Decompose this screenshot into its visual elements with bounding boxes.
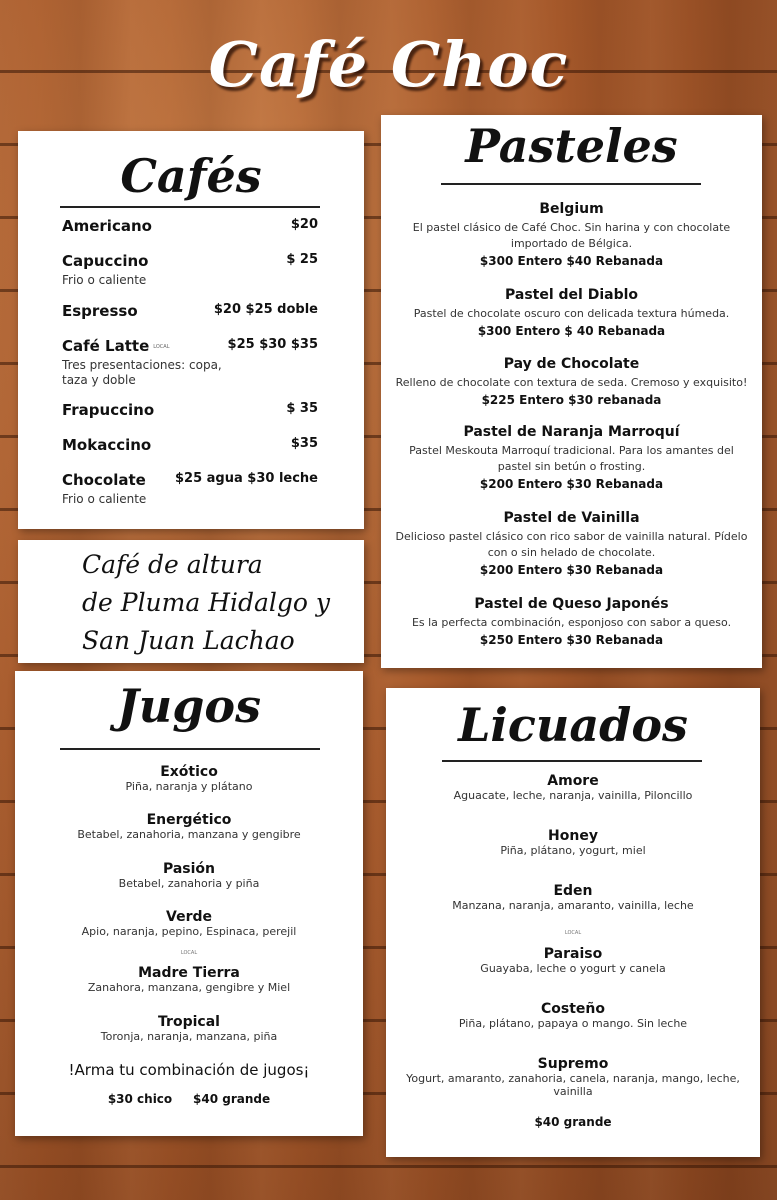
- licuado-item-desc: Aguacate, leche, naranja, vainilla, Piloncillo: [453, 789, 693, 802]
- licuado-item-desc: Yogurt, amaranto, zanahoria, canela, naranja, mango, leche, vainilla: [406, 1072, 740, 1098]
- licuado-item-desc: Piña, plátano, papaya o mango. Sin leche: [458, 1017, 688, 1030]
- pastel-item-desc: Es la perfecta combinación, esponjoso con sabor a queso.: [411, 616, 732, 629]
- licuado-item-name: Honey: [548, 828, 598, 844]
- pastel-item-name: Pastel de Naranja Marroquí: [463, 424, 680, 440]
- jugo-item-desc: Betabel, zanahoria, manzana y gengibre: [77, 828, 301, 841]
- licuado-item: [386, 774, 760, 802]
- cafe-item-name: Espresso: [62, 302, 138, 320]
- jugos-card: [15, 671, 363, 1136]
- jugo-item-name: Pasión: [162, 861, 216, 877]
- pastel-item-price: $200 Entero $30 Rebanada: [479, 563, 664, 577]
- jugo-item: [15, 966, 363, 994]
- pastel-item-price: $225 Entero $30 rebanada: [481, 393, 662, 407]
- licuado-item-name: Paraiso: [543, 946, 603, 962]
- pasteles-title-rule: [441, 183, 701, 185]
- licuado-item-name: Amore: [547, 773, 599, 789]
- cafe-item: [62, 252, 318, 288]
- pastel-item-name: Pastel del Diablo: [504, 287, 639, 303]
- jugo-item: [15, 910, 363, 938]
- pastel-item-price: $200 Entero $30 Rebanada: [479, 477, 664, 491]
- origin-line: de Pluma Hidalgo y: [82, 588, 331, 617]
- pasteles-card: [381, 115, 762, 668]
- combo-note: !Arma tu combinación de jugos¡: [68, 1061, 310, 1079]
- jugo-item-desc: Betabel, zanahoria y piña: [118, 877, 260, 890]
- jugo-item: [15, 765, 363, 793]
- pastel-item-price: $300 Entero $ 40 Rebanada: [477, 324, 666, 338]
- origin-line: San Juan Lachao: [82, 626, 295, 655]
- licuados-sizes: $40 grande: [534, 1115, 612, 1129]
- cafe-item-price: $20: [290, 217, 318, 232]
- jugos-title-rule: [60, 748, 320, 750]
- page-title: Café Choc: [208, 28, 569, 101]
- cafe-item-price: $ 35: [286, 401, 318, 416]
- pastel-item: [381, 201, 762, 268]
- pastel-item: [381, 596, 762, 647]
- licuados-title: Licuados: [458, 698, 688, 752]
- pastel-item-name: Pay de Chocolate: [503, 356, 640, 372]
- licuado-item: [386, 884, 760, 912]
- licuados-title-rule: [442, 760, 702, 762]
- jugo-item-desc: Zanahora, manzana, gengibre y Miel: [87, 981, 291, 994]
- pastel-item: [381, 510, 762, 577]
- cafe-item: [62, 217, 318, 235]
- cafes-title: Cafés: [120, 149, 262, 203]
- jugo-item: [15, 862, 363, 890]
- cafe-item-name: Chocolate: [62, 471, 146, 489]
- local-tag: LOCAL: [180, 950, 198, 956]
- cafe-item-note: Tres presentaciones: copa, taza y doble: [62, 358, 222, 387]
- pastel-item: [381, 287, 762, 338]
- jugo-item: [15, 813, 363, 841]
- cafe-item: [62, 436, 318, 454]
- cafe-item-price: $20 $25 doble: [213, 302, 318, 317]
- pastel-item-desc: Relleno de chocolate con textura de seda. Cremoso y exquisito!: [395, 376, 748, 389]
- pastel-item-name: Pastel de Queso Japonés: [474, 596, 669, 612]
- licuado-item: [386, 947, 760, 975]
- jugo-item-desc: Toronja, naranja, manzana, piña: [100, 1030, 278, 1043]
- cafe-item-price: $35: [290, 436, 318, 451]
- licuado-item-name: Costeño: [541, 1001, 605, 1017]
- cafe-item-note: Frio o caliente: [62, 273, 147, 287]
- jugo-item-name: Exótico: [160, 764, 218, 780]
- origin-card: [18, 540, 364, 663]
- cafe-item: [62, 471, 318, 507]
- cafe-item-price: $25 agua $30 leche: [174, 471, 318, 486]
- pastel-item-desc: Pastel Meskouta Marroquí tradicional. Para los amantes del pastel sin betún o frosting.: [409, 444, 734, 473]
- pastel-item: [381, 356, 762, 407]
- jugos-title: Jugos: [117, 679, 261, 733]
- pastel-item-desc: El pastel clásico de Café Choc. Sin harina y con chocolate importado de Bélgica.: [412, 221, 731, 250]
- cafe-item-name: Capuccino: [62, 252, 149, 270]
- jugo-item-name: Verde: [166, 909, 212, 925]
- jugo-item: [15, 1015, 363, 1043]
- cafe-item: [62, 401, 318, 419]
- pastel-item-desc: Pastel de chocolate oscuro con delicada textura húmeda.: [413, 307, 730, 320]
- origin-line: Café de altura: [82, 550, 263, 579]
- pastel-item-price: $250 Entero $30 Rebanada: [479, 633, 664, 647]
- pasteles-title: Pasteles: [465, 119, 678, 173]
- jugo-item-desc: Piña, naranja y plátano: [125, 780, 253, 793]
- cafe-item-price: $25 $30 $35: [227, 337, 318, 352]
- jugo-item-name: Tropical: [158, 1014, 220, 1030]
- licuados-card: [386, 688, 760, 1157]
- pastel-item: [381, 424, 762, 491]
- cafe-item-price: $ 25: [286, 252, 318, 267]
- pastel-item-name: Pastel de Vainilla: [503, 510, 640, 526]
- jugo-item-desc: Apio, naranja, pepino, Espinaca, perejil: [81, 925, 297, 938]
- local-tag: LOCAL: [153, 343, 170, 350]
- cafes-title-rule: [60, 206, 320, 208]
- licuado-item-desc: Guayaba, leche o yogurt y canela: [480, 962, 666, 975]
- licuado-item-name: Eden: [553, 883, 593, 899]
- local-tag: LOCAL: [564, 930, 582, 936]
- licuado-item: [386, 1002, 760, 1030]
- pastel-item-price: $300 Entero $40 Rebanada: [479, 254, 664, 268]
- cafe-item: [62, 302, 318, 320]
- pastel-item-name: Belgium: [539, 201, 604, 217]
- cafes-card: [18, 131, 364, 529]
- cafe-item-note: Frio o caliente: [62, 492, 147, 506]
- cafe-item-name: Americano: [62, 217, 152, 235]
- licuado-item-desc: Piña, plátano, yogurt, miel: [500, 844, 646, 857]
- licuado-item-name: Supremo: [537, 1056, 609, 1072]
- jugo-item-name: Madre Tierra: [138, 965, 240, 981]
- pastel-item-desc: Delicioso pastel clásico con rico sabor de vainilla natural. Pídelo con o sin helado de chocolate.: [395, 530, 748, 559]
- cafe-item-name: Mokaccino: [62, 436, 152, 454]
- licuado-item: [386, 829, 760, 857]
- cafe-item-name: Frapuccino: [62, 401, 155, 419]
- cafe-item: [62, 337, 318, 388]
- jugos-sizes: $30 chico $40 grande: [107, 1092, 271, 1106]
- licuado-item: [386, 1057, 760, 1098]
- licuado-item-desc: Manzana, naranja, amaranto, vainilla, leche: [452, 899, 694, 912]
- jugo-item-name: Energético: [146, 812, 232, 828]
- cafe-item-name: Café Latte: [62, 337, 150, 355]
- origin-text: [82, 546, 352, 660]
